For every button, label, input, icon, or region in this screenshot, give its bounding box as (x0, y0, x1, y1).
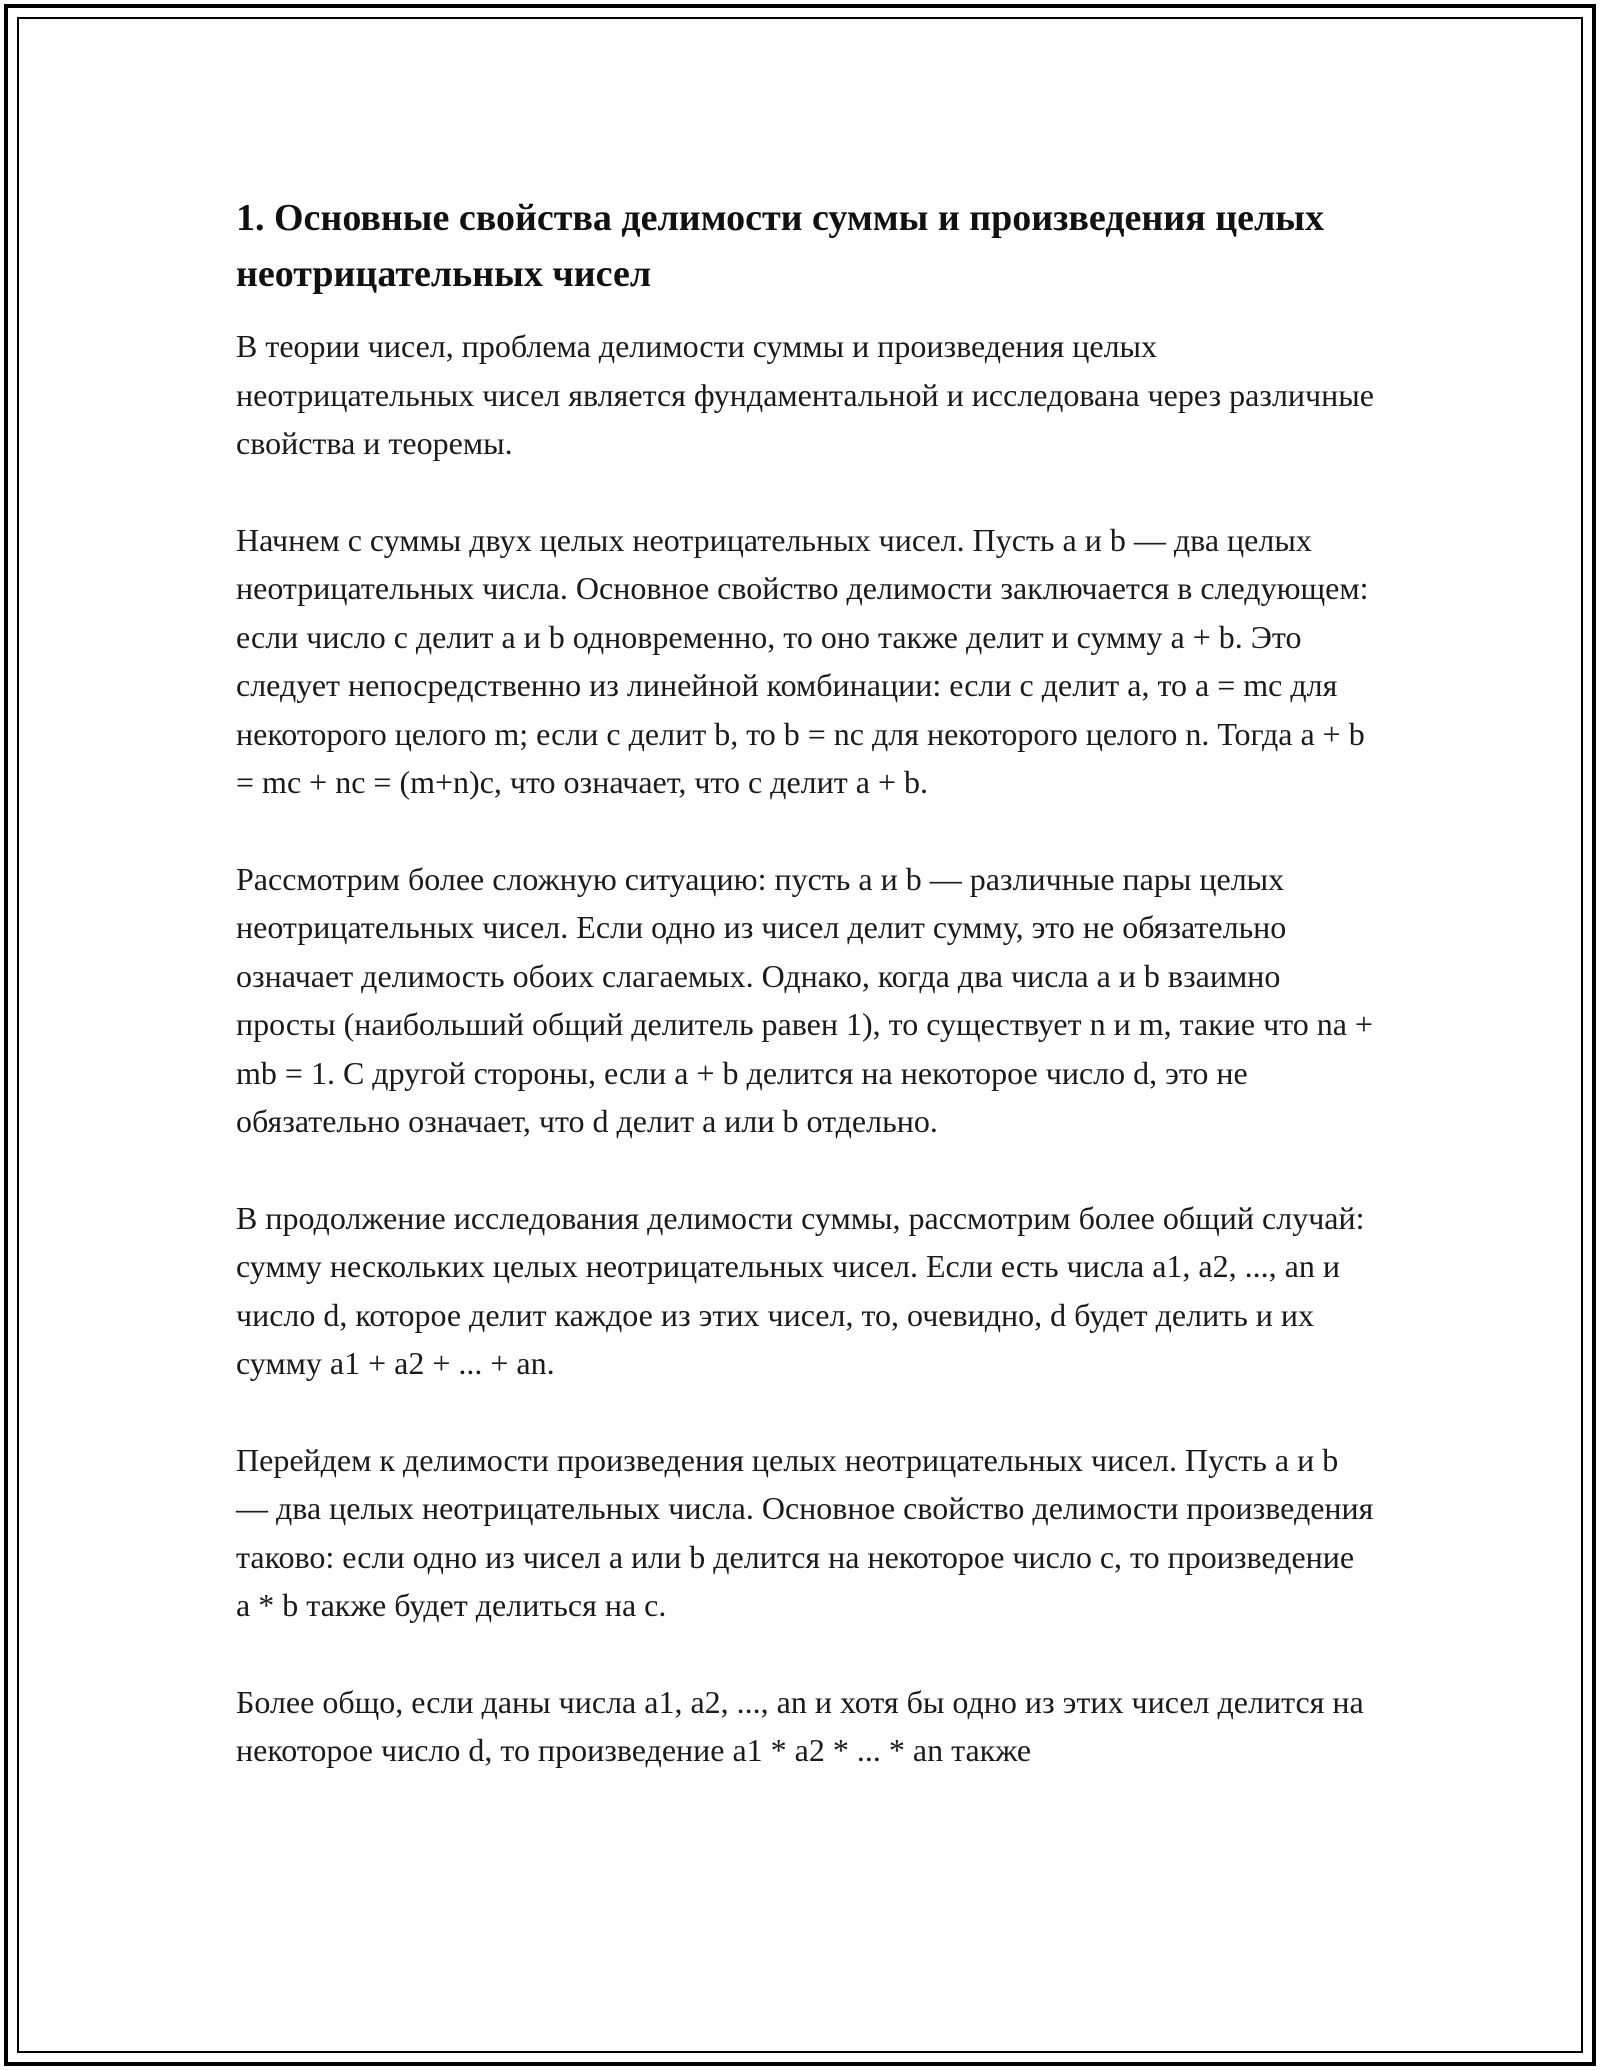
paragraph-sum-many-numbers: В продолжение исследования делимости суммы, рассмотрим более общий случай: сумму нескольких целых неотрицательных чисел. Если есть числа a1, a2, ..., an и число d, которое делит каждое из этих чисел, то, очевидно, d будет делить и их сумму a1 + a2 + ... + an. (236, 1199, 1365, 1381)
document-body (236, 190, 1376, 1823)
paragraph-product-many-numbers: Более общо, если даны числа a1, a2, ..., an и хотя бы одно из этих чисел делится на некоторое число d, то произведение a1 * a2 * ... * an также (236, 1683, 1364, 1768)
document-title: 1. Основные свойства делимости суммы и произведения целых неотрицательных чисел (236, 197, 1324, 295)
paragraph-intro: В теории чисел, проблема делимости суммы и произведения целых неотрицательных чисел является фундаментальной и исследована через различные свойства и теоремы. (236, 328, 1374, 461)
paragraph-coprime-case: Рассмотрим более сложную ситуацию: пусть a и b — различные пары целых неотрицательных чисел. Если одно из чисел делит сумму, это не обязательно означает делимость обоих слагаемых. Однако, когда два числа a и b взаимно просты (наибольший общий делитель равен 1), то существует n и m, такие что na + mb = 1. С другой стороны, если a + b делится на некоторое число d, это не обязательно означает, что d делит a или b отдельно. (236, 860, 1373, 1139)
paragraph-sum-two-numbers: Начнем с суммы двух целых неотрицательных чисел. Пусть a и b — два целых неотрицательных числа. Основное свойство делимости заключается в следующем: если число c делит a и b одновременно, то оно также делит и сумму a + b. Это следует непосредственно из линейной комбинации: если c делит a, то a = mc для некоторого целого m; если c делит b, то b = nc для некоторого целого n. Тогда a + b = mc + nc = (m+n)c, что означает, что c делит a + b. (236, 521, 1369, 800)
paragraph-product-two-numbers: Перейдем к делимости произведения целых неотрицательных чисел. Пусть a и b — два целых неотрицательных числа. Основное свойство делимости произведения таково: если одно из чисел a или b делится на некоторое число c, то произведение a * b также будет делиться на c. (236, 1441, 1374, 1623)
